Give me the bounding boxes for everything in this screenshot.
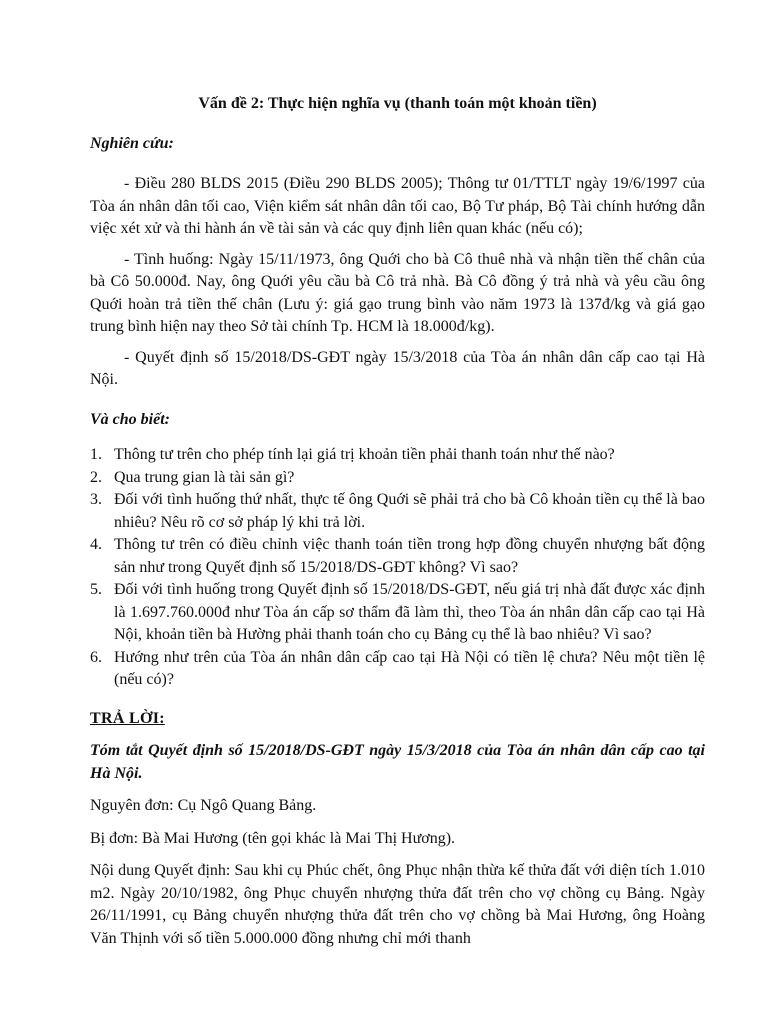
document-title: Vấn đề 2: Thực hiện nghĩa vụ (thanh toán một khoản tiền) bbox=[198, 95, 597, 112]
question-text: Thông tư trên có điều chỉnh việc thanh toán tiền trong hợp đồng chuyển nhượng bất động sản như trong Quyết định số 15/2018/DS-GĐT không? Vì sao? bbox=[114, 536, 705, 576]
question-item bbox=[90, 534, 705, 579]
question-text: Đối với tình huống trong Quyết định số 15/2018/DS-GĐT, nếu giá trị nhà đất được xác định là 1.697.760.000đ như Tòa án cấp sơ thẩm đã làm thì, theo Tòa án nhân dân cấp cao tại Hà Nội, khoản tiền bà Hường phải thanh toán cho cụ Bảng cụ thể là bao nhiêu? Vì sao? bbox=[114, 581, 705, 643]
question-text: Đối với tình huống thứ nhất, thực tế ông Quới sẽ phải trả cho bà Cô khoản tiền cụ thể là bao nhiêu? Nêu rõ cơ sở pháp lý khi trả lời. bbox=[114, 491, 705, 531]
question-number: 4. bbox=[90, 536, 102, 553]
decision-content: Nội dung Quyết định: Sau khi cụ Phúc chết, ông Phục nhận thừa kế thửa đất với diện tích 1.010 m2. Ngày 20/10/1982, ông Phục chuyển nhượng thửa đất trên cho vợ chồng cụ Bảng. Ngày 26/11/1991, cụ Bảng chuyển nhượng thửa đất trên cho vợ chồng bà Mai Hương, ông Hoàng Văn Thịnh với số tiền 5.000.000 đồng nhưng chỉ mới thanh bbox=[90, 862, 705, 947]
question-number: 3. bbox=[90, 491, 102, 508]
question-number: 2. bbox=[90, 468, 102, 486]
question-number: 1. bbox=[90, 446, 102, 463]
questions-heading: Và cho biết: bbox=[90, 410, 170, 428]
research-item-decision: - Quyết định số 15/2018/DS-GĐT ngày 15/3/2018 của Tòa án nhân dân cấp cao tại Hà Nội. bbox=[90, 348, 705, 388]
question-item bbox=[90, 467, 705, 490]
question-text: Hướng như trên của Tòa án nhân dân cấp cao tại Hà Nội có tiền lệ chưa? Nêu một tiền lệ (nếu có)? bbox=[114, 648, 705, 688]
question-item bbox=[90, 579, 705, 647]
question-number: 5. bbox=[90, 581, 102, 598]
summary-title: Tóm tắt Quyết định số 15/2018/DS-GĐT ngày 15/3/2018 của Tòa án nhân dân cấp cao tại Hà Nội. bbox=[90, 742, 705, 782]
question-number: 6. bbox=[90, 648, 102, 666]
research-item-situation: - Tình huống: Ngày 15/11/1973, ông Quới cho bà Cô thuê nhà và nhận tiền thế chân của bà Cô 50.000đ. Nay, ông Quới yêu cầu bà Cô trả nhà. Bà Cô đồng ý trả nhà và yêu cầu ông Quới hoàn trả tiền thế chân (Lưu ý: giá gạo trung bình vào năm 1973 là 137đ/kg và giá gạo trung bình hiện nay theo Sở tài chính Tp. HCM là 18.000đ/kg). bbox=[90, 250, 705, 335]
defendant-line: Bị đơn: Bà Mai Hương (tên gọi khác là Mai Thị Hương). bbox=[90, 829, 456, 847]
question-item bbox=[90, 444, 705, 467]
answer-heading: TRẢ LỜI: bbox=[90, 709, 165, 727]
questions-list bbox=[90, 444, 705, 692]
research-heading: Nghiên cứu: bbox=[90, 134, 174, 152]
question-text: Qua trung gian là tài sản gì? bbox=[114, 468, 295, 486]
question-item bbox=[90, 647, 705, 692]
question-item bbox=[90, 489, 705, 534]
question-text: Thông tư trên cho phép tính lại giá trị khoản tiền phải thanh toán như thế nào? bbox=[114, 446, 615, 463]
plaintiff-line: Nguyên đơn: Cụ Ngô Quang Bảng. bbox=[90, 797, 317, 814]
research-item-legal-basis: - Điều 280 BLDS 2015 (Điều 290 BLDS 2005); Thông tư 01/TTLT ngày 19/6/1997 của Tòa án nhân dân tối cao, Viện kiểm sát nhân dân tối cao, Bộ Tư pháp, Bộ Tài chính hướng dẫn việc xét xử và thi hành án về tài sản và các quy định liên quan khác (nếu có); bbox=[90, 175, 705, 237]
